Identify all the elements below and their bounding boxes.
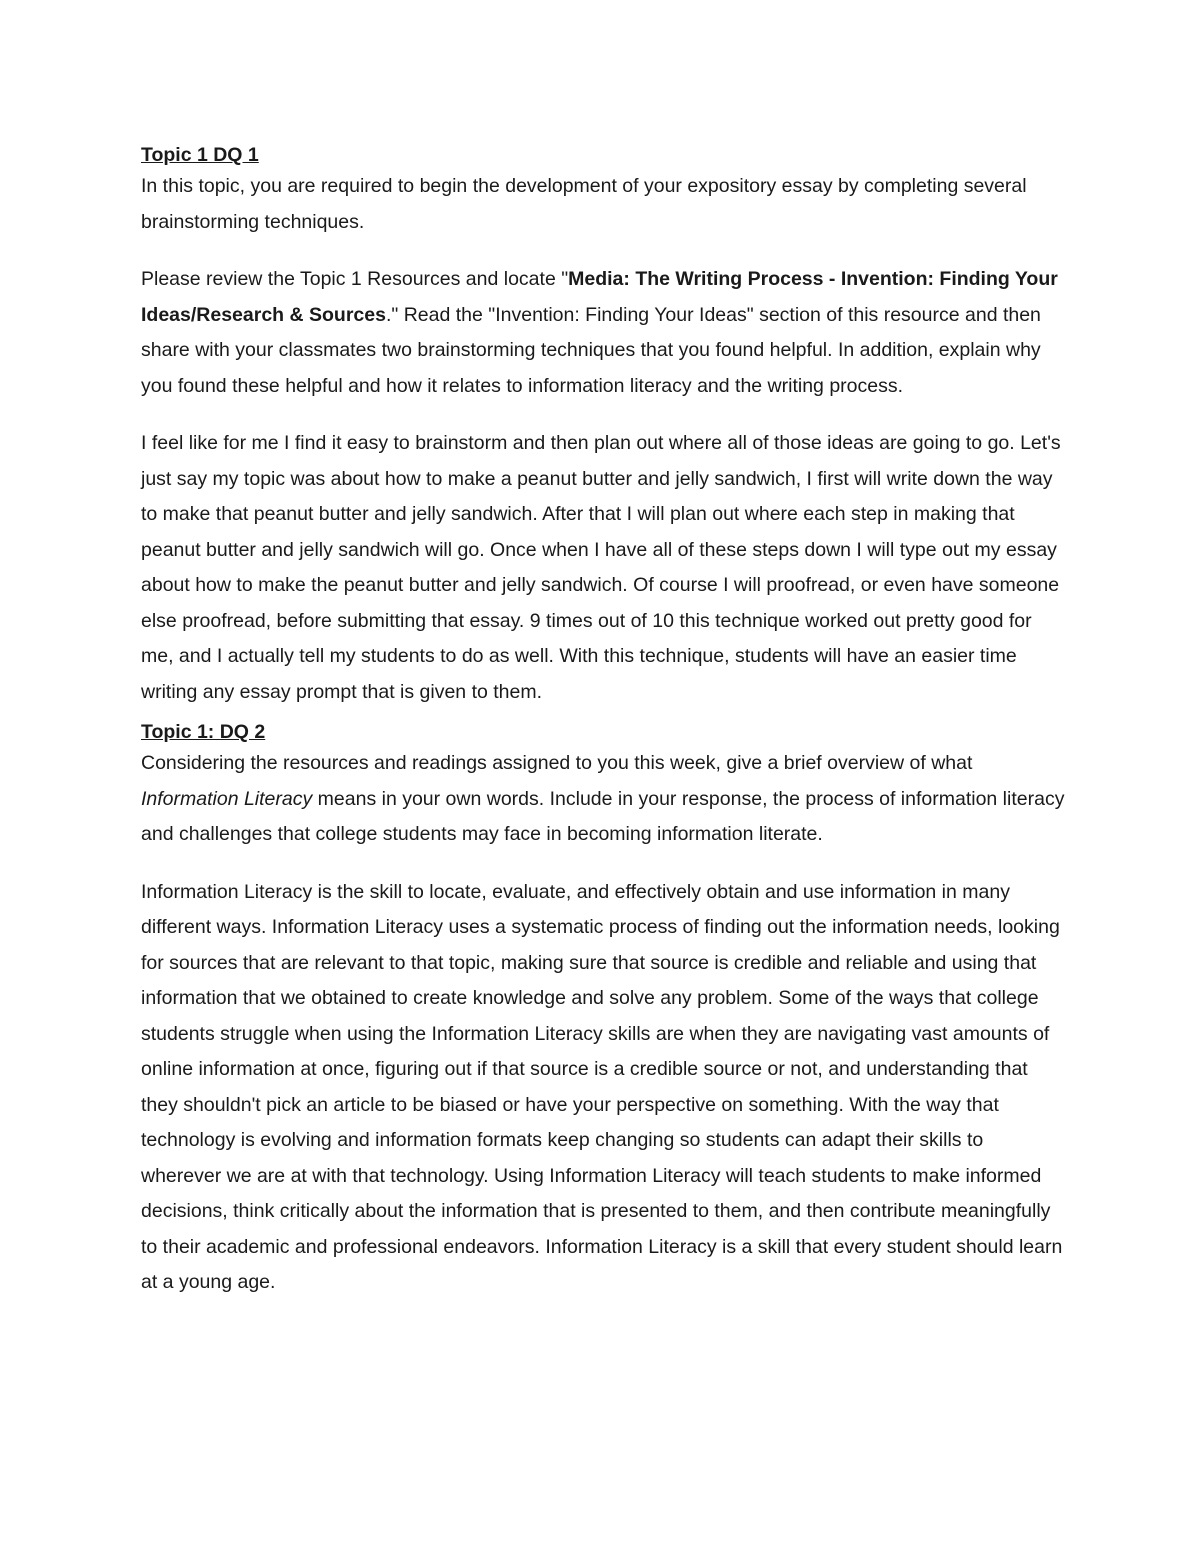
dq1-prompt-intro: In this topic, you are required to begin the development of your expository essay by completing several brainstorming techniques. xyxy=(141,175,1027,233)
dq2-prompt-post: means in your own words. Include in your response, the process of information literacy and challenges that college students may face in becoming information literate. xyxy=(141,787,1065,845)
dq1-heading: Topic 1 DQ 1 xyxy=(141,144,259,166)
dq1-prompt-review-pre: Please review the Topic 1 Resources and locate " xyxy=(141,268,569,290)
dq2-heading: Topic 1: DQ 2 xyxy=(141,721,266,743)
dq1-prompt-review-resource: Media: The Writing Process - Invention: Finding Your Ideas/Research & Sources xyxy=(141,268,1058,326)
dq2-section xyxy=(141,718,1066,1301)
dq1-prompt-review xyxy=(141,262,1066,404)
dq1-prompt-review-post: ." Read the "Invention: Finding Your Ideas" section of this resource and then share with your classmates two brainstorming techniques that you found helpful. In addition, explain why you found these helpful and how it relates to information literacy and the writing process. xyxy=(141,303,1041,397)
dq2-prompt xyxy=(141,746,1066,853)
dq1-response: I feel like for me I find it easy to brainstorm and then plan out where all of those ideas are going to go. Let's just say my topic was about how to make a peanut butter and jelly sandwich, I first will write down the way to make that peanut butter and jelly sandwich. After that I will plan out where each step in making that peanut butter and jelly sandwich will go. Once when I have all of these steps down I will type out my essay about how to make the peanut butter and jelly sandwich. Of course I will proofread, or even have someone else proofread, before submitting that essay. 9 times out of 10 this technique worked out pretty good for me, and I actually tell my students to do as well. With this technique, students will have an easier time writing any essay prompt that is given to them. xyxy=(141,432,1061,703)
dq2-response: Information Literacy is the skill to locate, evaluate, and effectively obtain and use information in many different ways. Information Literacy uses a systematic process of finding out the information needs, looking for sources that are relevant to that topic, making sure that source is credible and reliable and using that information that we obtained to create knowledge and solve any problem. Some of the ways that college students struggle when using the Information Literacy skills are when they are navigating vast amounts of online information at once, figuring out if that source is a credible source or not, and understanding that they shouldn't pick an article to be biased or have your perspective on something. With the way that technology is evolving and information formats keep changing so students can adapt their skills to wherever we are at with that technology. Using Information Literacy will teach students to make informed decisions, think critically about the information that is presented to them, and then contribute meaningfully to their academic and professional endeavors. Information Literacy is a skill that every student should learn at a young age. xyxy=(141,880,1063,1293)
document-page xyxy=(141,141,1066,1301)
dq1-section xyxy=(141,141,1066,710)
dq2-prompt-pre: Considering the resources and readings assigned to you this week, give a brief overview of what xyxy=(141,752,973,774)
dq2-prompt-term: Information Literacy xyxy=(141,787,313,810)
